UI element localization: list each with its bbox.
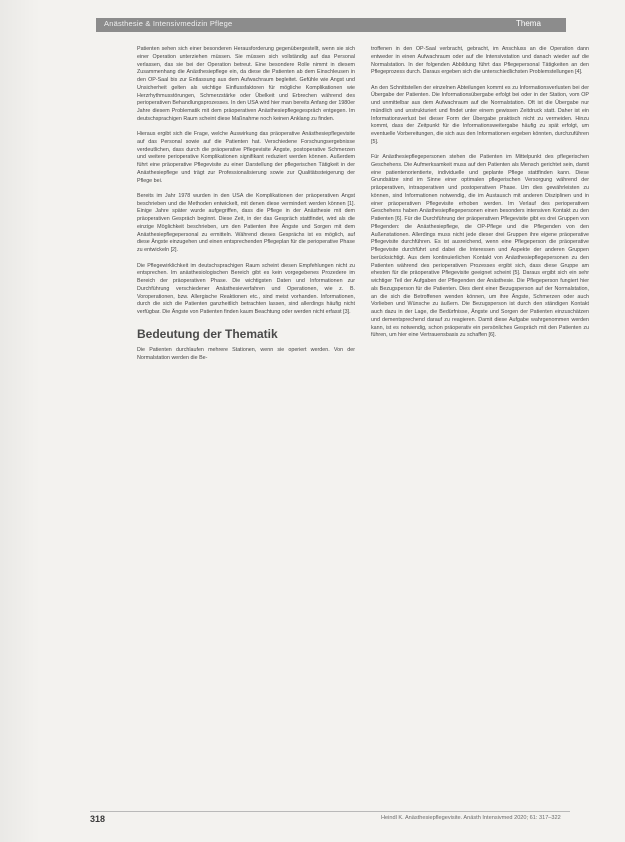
body-paragraph: Die Pflegewirklichkeit im deutschsprachigen Raum scheint diesen Empfehlungen nicht zu entsprechen. Im anästhesiologischen Bereich gibt es kein vorgegebenes Prozedere im Bereich der präoperativen Phase. Die wichtigsten Daten und Informationen zur Durchführung verschiedener Anästhesieverfahren und Operationen, wie z. B. Voroperationen, bzw. Allergische Reaktionen etc., sind meist vorhanden. Informationen, durch die sich die Patienten ganzheitlich betrachten lassen, sind allerdings häufig nicht verfügbar. Die Ängste von Patienten finden kaum Beachtung oder werden nicht erfasst [3].	[137, 262, 355, 316]
running-header-tag: Thema	[516, 19, 541, 28]
body-paragraph: Bereits im Jahr 1978 wurden in den USA die Komplikationen der präoperativen Angst beschrieben und die Methoden entwickelt, mit denen diese vermindert werden können [1]. Einige Jahre später wurde aufgegriffen, dass die Pflege in der Anästhesie mit dem präoperativen Gespräch beginnt. Diese Zeit, in der das Gespräch stattfindet, wird als die einzige Möglichkeit beschrieben, um den Patienten ihre Ängste und Sorgen mit dem Anästhesiepflegepersonal zu ermitteln. Während dieses Gesprächs ist es möglich, auf diese Ängste einzugehen und einen entsprechenden Pflegeplan für die perioperative Phase zu entwickeln [2].	[137, 192, 355, 254]
body-paragraph: troffenen in den OP-Saal verbracht, gebracht, im Anschluss an die Operation dann entweder in einen Aufwachraum oder auf die Intensivstation und danach wieder auf die Normalstation. In der folgenden Abbildung führt das Pflegepersonal Tätigkeiten an den Pflegeprozess durch. Daraus ergeben sich die unterschiedlichsten Problemstellungen [4].	[371, 46, 589, 76]
running-header-section: Anästhesie & Intensivmedizin Pflege	[104, 19, 233, 28]
body-paragraph: Hieraus ergibt sich die Frage, welche Auswirkung das präoperative Anästhesiepflegevisite auf das Personal sowie auf die Patienten hat. Verschiedene Forschungsergebnisse verdeutlichen, dass durch die präoperative Pflegevisite Ängste, postoperative Schmerzen und weitere perioperative Komplikationen signifikant reduziert werden können. Außerdem führt eine präoperative Pflegevisite zu einer Darstellung der pflegerischen Tätigkeit in der Anästhesiepflege und trägt zur Professionalisierung sowie zur Qualitätssteigerung der Pflege bei.	[137, 131, 355, 184]
left-column	[137, 46, 355, 370]
page-number: 318	[90, 814, 106, 824]
body-paragraph: An den Schnittstellen der einzelnen Abteilungen kommt es zu Informationsverlusten bei der Übergabe der Patienten. Die Informationsübergabe erfolgt bei oder in der Station, vom OP und unmittelbar aus dem Aufwachraum auf die Normalstation. Oft ist die Übergabe nur mündlich und unstrukturiert und findet unter einem gewissen Zeitdruck statt. Daher ist ein Informationsverlust bei dieser Form der Übergabe praktisch nicht zu vermeiden. Hinzu kommt, dass der Zeitpunkt für die Informationsweitergabe häufig zu spät erfolgt, um eventuelle Vorbereitungen, die sich aus den Informationen ergeben könnten, durchzuführen [5].	[371, 84, 589, 145]
page-shadow	[0, 0, 40, 842]
body-paragraph: Die Patienten durchlaufen mehrere Stationen, wenn sie operiert werden. Von der Normalstation werden die Be-	[137, 346, 355, 361]
body-paragraph: Patienten sehen sich einer besonderen Herausforderung gegenübergestellt, wenn sie sich einer Operation unterziehen müssen. Sie müssen sich vollständig auf das Personal verlassen, das sie bei der Operation betreut. Eine besondere Rolle nimmt in diesem Zusammenhang die Anästhesiepflege ein, da diese die Patienten ab dem Einschleusen in den OP-Saal bis zur Entlassung aus dem Aufwachraum begleitet. Gefühle wie Angst und Unsicherheit gelten als wichtige Einflussfaktoren für mögliche Komplikationen wie Herzrhythmusstörungen, Schmerzstärke oder Übelkeit und Erbrechen während des perioperativen Behandlungsprozesses. In den USA wird hier man bereits Anfang der 1980er Jahre diesem Problematik mit dem präoperativen Anästhesiepflegegespräch entgegen. Im deutschsprachigen Raum scheint diese Maßnahme noch keinen Anklang zu finden.	[137, 46, 355, 122]
footer-rule	[90, 811, 570, 812]
section-heading: Bedeutung der Thematik	[137, 326, 278, 341]
right-column	[371, 46, 589, 348]
body-paragraph: Für Anästhesiepflegepersonen stehen die Patienten im Mittelpunkt des pflegerischen Geschehens. Die Aufmerksamkeit muss auf den Patienten als Mensch gerichtet sein, damit eine patientenorientierte, individuelle und geplante Pflege stattfinden kann. Diese Grundsätze sind im Sinne einer optimalen pflegerischen Versorgung während der präoperativen, intraoperativen und postoperativen Phase. Um dies gewährleisten zu können, sind Informationen notwendig, die im Austausch mit anderen Disziplinen und in einer präoperativen Pflegevisite erhoben werden. Im Verlauf des perioperativen Geschehens haben Anästhesiepflegepersonen einen besonders intensiven Kontakt zu den Patienten [6]. Für die Durchführung der präoperativen Pflegevisite gibt es drei Gruppen von Pflegenden: die Anästhesiepflege, die OP-Pflege und die Pflegenden von den Außenstationen. Allerdings muss nicht jede dieser drei Gruppen ihre eigene präoperative Pflegevisite durchführen. Es ist ausreichend, wenn eine Pflegeperson die präoperative Pflegevisite durchführt und dabei die Interessen und Aspekte der anderen Gruppen berücksichtigt. Aus dem kontinuierlichen Kontakt von Anästhesiepflegepersonen zu den Patienten während des perioperativen Prozesses ergibt sich, dass diese Gruppe am ehesten für die präoperative Pflegevisite geeignet scheint [5]. Daraus ergibt sich ein sehr wichtiger Teil der Aufgaben der Pflegenden der Anästhesie. Die Pflegeperson fungiert hier als Bezugsperson für die Patienten. Dies dient einer Bezugsperson auf der Normalstation, an die sich die Betroffenen wenden können, um ihre Ängste, Schmerzen oder auch Vorlieben und Wünsche zu äußern. Die Bezugsperson ist durch den ständigen Kontakt auch dazu in der Lage, die Bedürfnisse, Ängste und Sorgen der Patienten einzuschätzen und dementsprechend darauf zu reagieren. Damit diese Aufgabe wahrgenommen werden kann, ist es notwendig, schon präoperativ ein persönliches Gespräch mit den Patienten zu führen, um hier eine Vertrauensbasis zu schaffen [6].	[371, 154, 589, 339]
footer-citation: Heindl K. Anästhesiepflegevisite. Anästh Intensivmed 2020; 61: 317–322	[381, 815, 561, 821]
